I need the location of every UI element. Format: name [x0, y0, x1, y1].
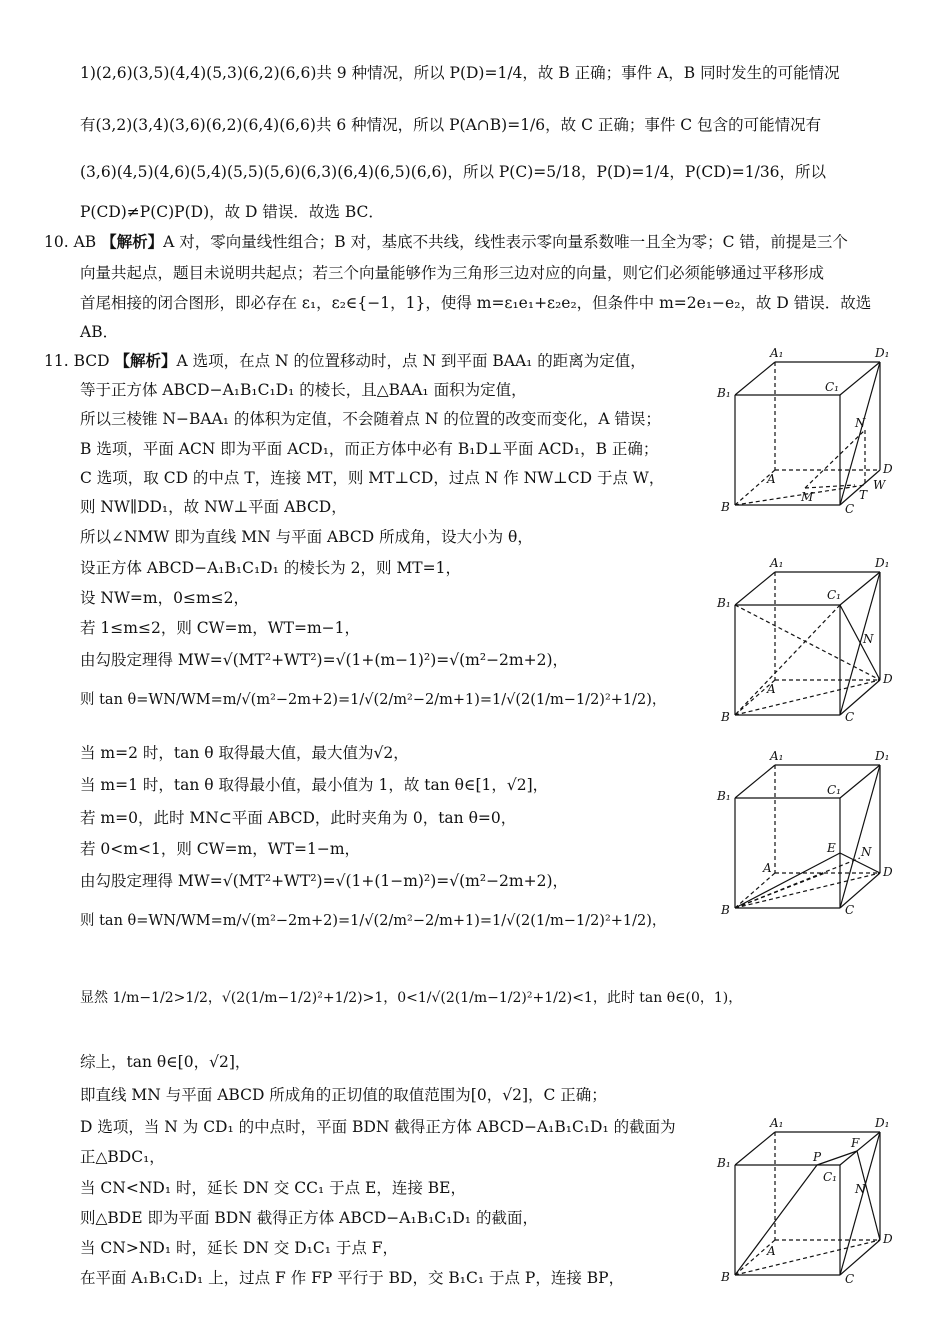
question-11: [44, 352, 646, 371]
label-T: T: [859, 488, 868, 502]
label-D1: D₁: [875, 346, 890, 360]
text-line: D 选项，当 N 为 CD₁ 的中点时，平面 BDN 截得正方体 ABCD−A₁B₁C₁D₁ 的截面为: [80, 1118, 676, 1136]
label-D: D: [883, 672, 893, 686]
label-A1: A₁: [770, 556, 784, 570]
text-line: 等于正方体 ABCD−A₁B₁C₁D₁ 的棱长，且△BAA₁ 面积为定值，: [80, 381, 527, 399]
label-C: C: [845, 1272, 855, 1286]
text-line: B 选项，平面 ACN 即为平面 ACD₁，而正方体中必有 B₁D⊥平面 ACD₁，B 正确；: [80, 440, 659, 458]
formula-line: 由勾股定理得 MW=√(MT²+WT²)=√(1+(1−m)²)=√(m²−2m+2)，: [80, 872, 569, 890]
text-line: 首尾相接的闭合图形，即必存在 ε₁，ε₂∈{−1，1}，使得 m=ε₁e₁+ε₂e₂，但条件中 m=2e₁−e₂，故 D 错误．故选: [80, 294, 872, 312]
text-line: 所以三棱锥 N−BAA₁ 的体积为定值，不会随着点 N 的位置的改变而变化，A 错误；: [80, 410, 661, 428]
label-B1: B₁: [717, 386, 731, 400]
text-line: 当 m=2 时，tan θ 取得最大值，最大值为√2，: [80, 744, 409, 762]
text-line: 当 m=1 时，tan θ 取得最小值，最小值为 1，故 tan θ∈[1，√2]，: [80, 776, 549, 794]
label-A1: A₁: [770, 749, 784, 763]
label-C: C: [845, 903, 855, 917]
label-B: B: [721, 1270, 730, 1284]
text-line: P(CD)≠P(C)P(D)，故 D 错误．故选 BC．: [80, 203, 384, 221]
label-E: E: [827, 841, 836, 855]
text-line: C 选项，取 CD 的中点 T，连接 MT，则 MT⊥CD，过点 N 作 NW⊥CD 于点 W，: [80, 469, 665, 487]
text-line: 即直线 MN 与平面 ABCD 所成角的正切值的取值范围为[0，√2]，C 正确；: [80, 1086, 607, 1104]
label-A: A: [767, 1244, 776, 1258]
label-C: C: [845, 710, 855, 724]
label-B1: B₁: [717, 1156, 731, 1170]
question-number: 10. AB: [44, 233, 97, 251]
label-C1: C₁: [825, 380, 839, 394]
text-line: 设 NW=m，0≤m≤2，: [80, 589, 250, 607]
text-line: 设正方体 ABCD−A₁B₁C₁D₁ 的棱长为 2，则 MT=1，: [80, 559, 461, 577]
cube-figure-3: [715, 748, 915, 920]
text-line: 若 0<m<1，则 CW=m，WT=1−m，: [80, 840, 361, 858]
label-B: B: [721, 500, 730, 514]
label-M: M: [801, 490, 814, 504]
label-N: N: [863, 632, 874, 646]
label-D: D: [883, 865, 893, 879]
text-line: 若 m=0，此时 MN⊂平面 ABCD，此时夹角为 0，tan θ=0，: [80, 809, 517, 827]
cube-figure-1: [715, 345, 915, 520]
text-line: 1)(2,6)(3,5)(4,4)(5,3)(6,2)(6,6)共 9 种情况，所以 P(D)=1/4，故 B 正确；事件 A，B 同时发生的可能情况: [80, 64, 840, 82]
label-N: N: [855, 416, 866, 430]
label-C1: C₁: [823, 1170, 837, 1184]
label-A1: A₁: [770, 1116, 784, 1130]
text-line: 向量共起点，题目未说明共起点；若三个向量能够作为三角形三边对应的向量，则它们必须能够通过平移形成: [80, 264, 825, 282]
formula-line: 则 tan θ=WN/WM=m/√(m²−2m+2)=1/√(2/m²−2/m+1)=1/√(2(1/m−1/2)²+1/2)，: [80, 692, 667, 708]
label-F: F: [851, 1136, 860, 1150]
question-10: [44, 233, 848, 252]
label-B: B: [721, 903, 730, 917]
question-number: 11. BCD: [44, 352, 110, 370]
text-line: AB．: [80, 323, 119, 341]
label-N: N: [855, 1182, 866, 1196]
label-A: A: [763, 861, 772, 875]
text-line: 在平面 A₁B₁C₁D₁ 上，过点 F 作 FP 平行于 BD，交 B₁C₁ 于点 P，连接 BP，: [80, 1269, 625, 1287]
text-line: 综上，tan θ∈[0，√2]，: [80, 1053, 251, 1071]
text-line: 若 1≤m≤2，则 CW=m，WT=m−1，: [80, 619, 361, 637]
label-C1: C₁: [827, 783, 841, 797]
formula-line: 由勾股定理得 MW=√(MT²+WT²)=√(1+(m−1)²)=√(m²−2m+2)，: [80, 651, 569, 669]
formula-line: 显然 1/m−1/2>1/2，√(2(1/m−1/2)²+1/2)>1，0<1/√(2(1/m−1/2)²+1/2)<1，此时 tan θ∈(0，1)，: [80, 990, 743, 1006]
text-line: 有(3,2)(3,4)(3,6)(6,2)(6,4)(6,6)共 6 种情况，所以 P(A∩B)=1/6，故 C 正确；事件 C 包含的可能情况有: [80, 116, 822, 134]
text-line: A 对，零向量线性组合；B 对，基底不共线，线性表示零向量系数唯一且全为零；C 错，前提是三个: [163, 233, 848, 251]
label-D1: D₁: [875, 749, 890, 763]
label-W: W: [873, 478, 886, 492]
text-line: 正△BDC₁，: [80, 1148, 165, 1166]
label-A: A: [767, 682, 776, 696]
text-line: 当 CN<ND₁ 时，延长 DN 交 CC₁ 于点 E，连接 BE，: [80, 1179, 466, 1197]
label-P: P: [813, 1150, 822, 1164]
text-line: 所以∠NMW 即为直线 MN 与平面 ABCD 所成角，设大小为 θ，: [80, 528, 533, 546]
formula-line: 则 tan θ=WN/WM=m/√(m²−2m+2)=1/√(2/m²−2/m+1)=1/√(2(1/m−1/2)²+1/2)，: [80, 913, 667, 929]
analysis-tag: 【解析】: [101, 233, 164, 251]
label-N: N: [861, 845, 872, 859]
label-C1: C₁: [827, 588, 841, 602]
label-A: A: [767, 472, 776, 486]
text-line: 当 CN>ND₁ 时，延长 DN 交 D₁C₁ 于点 F，: [80, 1239, 399, 1257]
label-D: D: [883, 1232, 893, 1246]
label-D1: D₁: [875, 556, 890, 570]
cube-figure-2: [715, 555, 915, 725]
label-B1: B₁: [717, 789, 731, 803]
text-line: (3,6)(4,5)(4,6)(5,4)(5,5)(5,6)(6,3)(6,4)(6,5)(6,6)，所以 P(C)=5/18，P(D)=1/4，P(CD)=1/36，所以: [80, 163, 827, 181]
text-line: 则△BDE 即为平面 BDN 截得正方体 ABCD−A₁B₁C₁D₁ 的截面，: [80, 1209, 538, 1227]
label-C: C: [845, 502, 855, 516]
label-B1: B₁: [717, 596, 731, 610]
text-line: A 选项，在点 N 的位置移动时，点 N 到平面 BAA₁ 的距离为定值，: [176, 352, 646, 370]
analysis-tag: 【解析】: [114, 352, 177, 370]
label-D1: D₁: [875, 1116, 890, 1130]
label-D: D: [883, 462, 893, 476]
label-A1: A₁: [770, 346, 784, 360]
text-line: 则 NW∥DD₁，故 NW⊥平面 ABCD，: [80, 498, 347, 516]
cube-figure-4: [715, 1115, 915, 1287]
label-B: B: [721, 710, 730, 724]
